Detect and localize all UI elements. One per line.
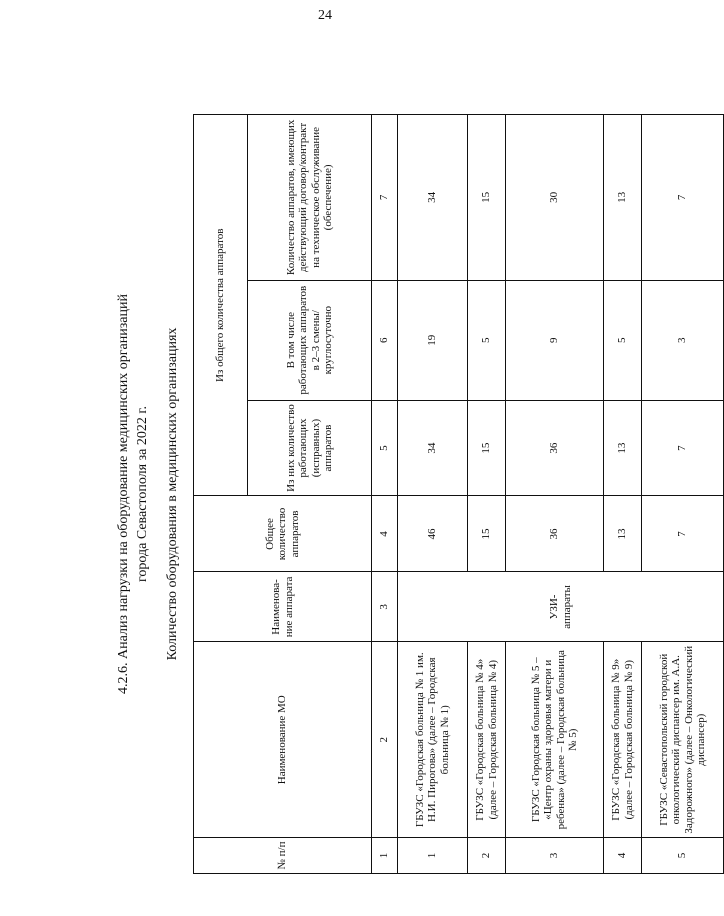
section-title [114, 114, 152, 874]
header-working: Из них количество работающих (исправных) аппаратов [248, 400, 372, 496]
row-working: 34 [398, 400, 468, 496]
table-row [398, 115, 468, 874]
device-name-cell: УЗИ-аппараты [398, 572, 724, 642]
header-device-name: Наименова-ние аппарата [194, 572, 372, 642]
header-num: № п/п [194, 838, 372, 874]
row-num: 4 [604, 838, 642, 874]
header-total: Общее количество аппаратов [194, 496, 372, 572]
table-row [604, 115, 642, 874]
row-total: 15 [468, 496, 506, 572]
row-num: 2 [468, 838, 506, 874]
column-number: 5 [372, 400, 398, 496]
row-working: 13 [604, 400, 642, 496]
table-title: Количество оборудования в медицинских организациях [165, 327, 180, 661]
column-number: 1 [372, 838, 398, 874]
row-working: 7 [642, 400, 724, 496]
row-contract: 15 [468, 115, 506, 281]
table-row [468, 115, 506, 874]
rotated-page-content [114, 114, 707, 874]
row-contract: 13 [604, 115, 642, 281]
column-number: 3 [372, 572, 398, 642]
column-number: 7 [372, 115, 398, 281]
row-working: 15 [468, 400, 506, 496]
table-row [642, 115, 724, 874]
header-contract: Количество аппаратов, имеющих действующий договор/контракт на техническое обслуживание (обеспечение) [248, 115, 372, 281]
header-row [194, 115, 248, 874]
row-shifts: 19 [398, 280, 468, 400]
section-title-line-1: 4.2.6. Анализ нагрузки на оборудование медицинских организаций [116, 294, 131, 694]
section-title-line-2: города Севастополя за 2022 г. [135, 406, 150, 582]
header-mo-name: Наименование МО [194, 642, 372, 838]
column-numbers-row [372, 115, 398, 874]
column-number: 6 [372, 280, 398, 400]
row-mo-name: ГБУЗС «Городская больница № 5 – «Центр охраны здоровья матери и ребенка» (далее – Городская больница № 5) [506, 642, 604, 838]
page-number: 24 [318, 8, 332, 23]
table-row [506, 115, 604, 874]
row-mo-name: ГБУЗС «Городская больница № 4» (далее – Городская больница № 4) [468, 642, 506, 838]
row-contract: 7 [642, 115, 724, 281]
row-shifts: 5 [468, 280, 506, 400]
row-shifts: 5 [604, 280, 642, 400]
row-mo-name: ГБУЗС «Городская больница № 1 им. Н.И. Пирогова» (далее – Городская больница № 1) [398, 642, 468, 838]
column-number: 2 [372, 642, 398, 838]
row-working: 36 [506, 400, 604, 496]
row-contract: 34 [398, 115, 468, 281]
row-mo-name: ГБУЗС «Городская больница № 9» (далее – Городская больница № 9) [604, 642, 642, 838]
row-num: 3 [506, 838, 604, 874]
row-contract: 30 [506, 115, 604, 281]
header-group: Из общего количества аппаратов [194, 115, 248, 497]
row-num: 5 [642, 838, 724, 874]
equipment-table [193, 114, 724, 874]
row-total: 36 [506, 496, 604, 572]
row-shifts: 9 [506, 280, 604, 400]
row-total: 13 [604, 496, 642, 572]
row-mo-name: ГБУЗС «Севастопольский городской онкологический диспансер им. А.А. Задорожного» (далее – Онкологический диспансер) [642, 642, 724, 838]
row-num: 1 [398, 838, 468, 874]
header-shifts: В том числе работающих аппаратов в 2–3 смены/ круглосуточно [248, 280, 372, 400]
column-number: 4 [372, 496, 398, 572]
row-total: 46 [398, 496, 468, 572]
row-total: 7 [642, 496, 724, 572]
row-shifts: 3 [642, 280, 724, 400]
